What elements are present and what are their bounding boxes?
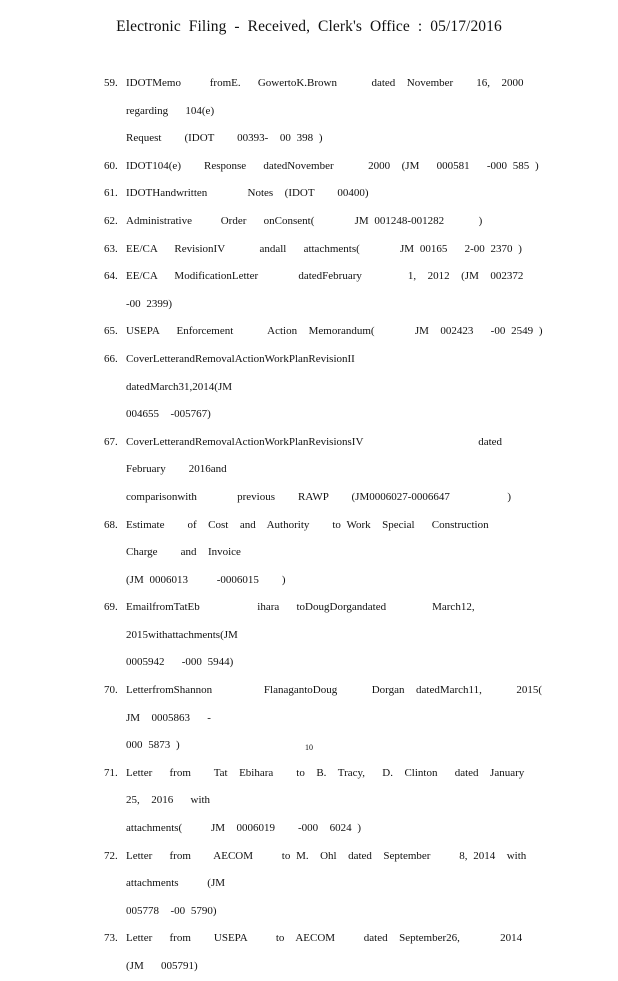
item-text: IDOTMemo fromE. GowertoK.Brown dated November 16, 2000 regarding 104(e) Request (IDOT 00393- 00 398 ) xyxy=(126,77,524,145)
item-number: 65. xyxy=(104,325,118,338)
list-item xyxy=(104,512,544,595)
item-text: EmailfromTatEb ihara toDougDorgandated March12, 2015withattachments(JM 0005942 -000 5944) xyxy=(126,601,475,669)
list-item xyxy=(104,843,544,926)
item-text: Estimate of Cost and Authority to Work Special Construction Charge and Invoice (JM 0006013 -0006015 ) xyxy=(126,518,489,586)
item-text: CoverLetterandRemovalActionWorkPlanRevisionII datedMarch31,2014(JM 004655 -005767) xyxy=(126,352,355,421)
item-number: 67. xyxy=(104,435,118,448)
item-text: IDOTHandwritten Notes (IDOT 00400) xyxy=(126,187,369,200)
item-text: Letter from Tat Ebihara to B. Tracy, D. Clinton dated January 25, 2016 with attachments( JM 0006019 -000 6024 ) xyxy=(126,766,525,835)
item-number: 61. xyxy=(104,187,118,200)
item-text: Administrative Order onConsent( JM 001248-001282 ) xyxy=(126,214,483,227)
item-number: 69. xyxy=(104,601,118,614)
item-number: 62. xyxy=(104,214,118,227)
list-item xyxy=(104,318,544,346)
item-number: 66. xyxy=(104,352,118,365)
item-number: 68. xyxy=(104,518,118,531)
item-number: 71. xyxy=(104,766,118,779)
item-text: Letter from USEPA to AECOM dated September26, 2014 (JM 005791) xyxy=(126,932,534,972)
item-text: Letter from AECOM to M. Ohl dated September 8, 2014 with attachments (JM 005778 -00 5790) xyxy=(126,849,527,917)
item-number: 64. xyxy=(104,270,118,283)
filing-stamp-header: Electronic Filing - Received, Clerk's Office : 05/17/2016 xyxy=(116,18,502,35)
item-text: USEPA Enforcement Action Memorandum( JM 002423 -00 2549 ) xyxy=(126,325,543,338)
list-item xyxy=(104,429,544,512)
list-item xyxy=(104,346,544,429)
item-number: 63. xyxy=(104,242,118,255)
item-number: 73. xyxy=(104,932,118,945)
item-number: 59. xyxy=(104,77,118,89)
item-text: IDOT104(e) Response datedNovember 2000 (JM 000581 -000 585 ) xyxy=(126,159,539,172)
item-number: 72. xyxy=(104,849,118,862)
page-number: 10 xyxy=(305,743,313,752)
exhibit-list xyxy=(104,70,544,981)
item-text: EE/CA RevisionIV andall attachments( JM 00165 2-00 2370 ) xyxy=(126,242,522,255)
list-item xyxy=(104,70,544,153)
list-item xyxy=(104,263,544,318)
list-item xyxy=(104,760,544,843)
list-item xyxy=(104,236,544,264)
item-text: LetterfromShannon FlanagantoDoug Dorgan datedMarch11, 2015( JM 0005863 - 000 5873 ) xyxy=(126,684,543,752)
list-item xyxy=(104,180,544,208)
item-text: EE/CA ModificationLetter datedFebruary 1, 2012 (JM 002372 -00 2399) xyxy=(126,270,541,310)
list-item xyxy=(104,153,544,181)
item-number: 60. xyxy=(104,159,118,172)
list-item xyxy=(104,594,544,677)
list-item xyxy=(104,208,544,236)
item-text: CoverLetterandRemovalActionWorkPlanRevisionsIV dated February 2016and comparisonwith previous RAWP (JM0006027-0006647 ) xyxy=(126,435,512,503)
list-item xyxy=(104,925,544,980)
item-number: 70. xyxy=(104,684,118,697)
